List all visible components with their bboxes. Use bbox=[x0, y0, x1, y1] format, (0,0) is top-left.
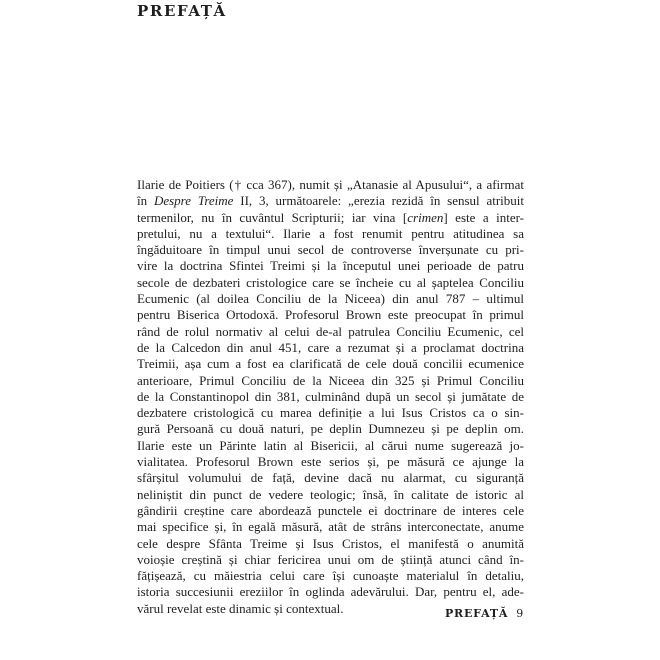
text-line: gândirii creștine care abordează punctele ei doctrinare de interes cele bbox=[137, 502, 524, 518]
text-line: în Despre Treime II, 3, următoarele: „erezia rezidă în sensul atribuit bbox=[137, 193, 524, 209]
page-number: 9 bbox=[516, 607, 524, 620]
text-line: rând de rolul normativ al celui de-al patrulea Conciliu Ecumenic, cel bbox=[137, 323, 524, 339]
text-line: de la Calcedon din anul 451, care a rezumat și a proclamat doctrina bbox=[137, 339, 524, 355]
emphasis: Despre Treime bbox=[153, 193, 234, 209]
text-line: pentru Biserica Ortodoxă. Profesorul Brown este preocupat în primul bbox=[137, 307, 524, 323]
running-footer bbox=[445, 607, 524, 620]
text-line: mai specifice și, în egală măsură, atât de strâns interconectate, anume bbox=[137, 519, 524, 535]
text-line: istoria succesiunii ereziilor în oglinda adevărului. Dar, pentru el, ade- bbox=[137, 584, 524, 600]
text-line: Ilarie de Poitiers († cca 367), numit și „Atanasie al Apusului“, a afirmat bbox=[137, 177, 524, 192]
text-line: Ilarie este un Părinte latin al Bisericii, al cărui nume sugerează jo- bbox=[137, 437, 524, 453]
text-line: vire la doctrina Sfintei Treimi și la începutul unei perioade de patru bbox=[137, 258, 524, 274]
text-line: vialitatea. Profesorul Brown este serios și, pe măsură ce ajunge la bbox=[137, 454, 524, 470]
chapter-heading: PREFAȚĂ bbox=[137, 2, 227, 20]
text-line: de la Constantinopol din 381, culminând după un secol și jumătate de bbox=[137, 388, 524, 404]
text-line: sfârșitul volumului de față, devine dacă nu alarmat, cu siguranță bbox=[137, 470, 524, 486]
body-paragraph bbox=[137, 177, 524, 617]
text-line: cele despre Sfânta Treime și Isus Cristos, el manifestă o anumită bbox=[137, 535, 524, 551]
text-line: Treimii, așa cum a fost ea clarificată de cele două concilii ecumenice bbox=[137, 356, 524, 372]
text-line: gură Persoană cu două naturi, pe deplin Dumnezeu și pe deplin om. bbox=[137, 421, 524, 437]
text-line: vărul revelat este dinamic și contextual. bbox=[137, 600, 344, 616]
text-line: voioșie creștină și chiar fericirea unui om de știință atunci când în- bbox=[137, 551, 524, 567]
text-line: fățișează, cu măiestria celui care își cunoaște materialul în detaliu, bbox=[137, 568, 524, 584]
text-line: neliniștit din punct de vedere teologic; însă, în calitate de istoric al bbox=[137, 486, 524, 502]
text-line: pretului, nu a textului“. Ilarie a fost renumit pentru atitudinea sa bbox=[137, 225, 524, 241]
text-line: Ecumenic (al doilea Conciliu de la Niceea) din anul 787 – ultimul bbox=[137, 291, 524, 307]
text-line: îngăduitoare în timpul unui secol de controverse înverșunate cu pri- bbox=[137, 242, 524, 258]
text-line: dezbatere cristologică cu marea definiție a lui Isus Cristos ca o sin- bbox=[137, 405, 524, 421]
emphasis: crimen bbox=[407, 209, 444, 225]
footer-label: PREFAȚĂ bbox=[444, 607, 509, 620]
text-line: anterioare, Primul Conciliu de la Niceea din 325 și Primul Conciliu bbox=[137, 372, 524, 388]
text-line: termenilor, nu în cuvântul Scripturii; iar vina [crimen] este a inter- bbox=[137, 209, 525, 225]
text-line: secole de dezbateri cristologice care se încheie cu al șaptelea Conciliu bbox=[137, 274, 524, 290]
